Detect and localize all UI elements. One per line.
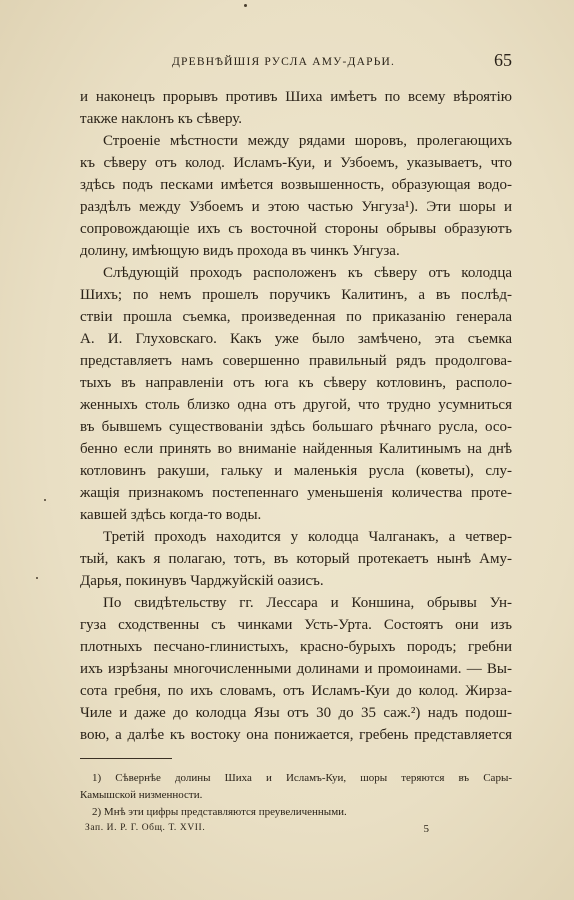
text-line: также наклонъ къ сѣверу. [80,111,243,127]
text-line: котловинъ ракуши, гальку и маленькія русла (коветы), слу- [80,463,512,479]
text-line: представляетъ намъ совершенно правильный рядъ продолгова- [80,353,512,369]
text-line: По свидѣтельству гг. Лессара и Коншина, обрывы Ун- [103,595,512,611]
body-text [80,86,512,746]
page-number: 65 [494,50,512,70]
text-line: Строеніе мѣстности между рядами шоровъ, пролегающихъ [103,133,512,149]
text-line: бенно если принять во вниманіе найденныя Калитинымъ на днѣ [80,441,512,457]
footnote-divider [80,758,172,759]
text-line: тыхъ въ направленіи отъ юга къ сѣверу котловинъ, располо- [80,375,512,391]
text-line: Слѣдующій проходъ расположенъ къ сѣверу отъ колодца [103,265,512,281]
text-line: женныхъ столь близко одна отъ другой, что трудно усумниться [80,397,512,413]
text-line: Чиле и даже до колодца Язы отъ 30 до 35 саж.²) надъ подош- [80,705,512,721]
text-line: А. И. Глуховскаго. Какъ уже было замѣчено, эта съемка [80,331,512,347]
running-title: ДРЕВНѢЙШІЯ РУСЛА АМУ-ДАРЬИ. [172,56,396,68]
footnote-line: 1) Сѣвернѣе долины Шиха и Исламъ-Куи, шоры теряются въ Сары- [92,772,512,784]
text-line: къ сѣверу отъ колод. Исламъ-Куи, и Узбоемъ, указываетъ, что [80,155,512,171]
footnote-line: 2) Мнѣ эти цифры представляются преувеличенными. [92,806,347,818]
text-line: здѣсь подъ песками имѣется возвышенность, образующая водо- [80,177,512,193]
text-line: сопровождающіе ихъ съ восточной стороны обрывы образуютъ [80,221,512,237]
page-header [80,50,512,74]
text-line: кавшей здѣсь когда-то воды. [80,507,262,523]
sheet-number: 5 [423,823,429,835]
text-line: Третій проходъ находится у колодца Чалганакъ, а четвер- [103,529,512,545]
text-line: ихъ изрѣзаны многочисленными долинами и промоинами. — Вы- [80,661,512,677]
text-line: плотныхъ песчано-глинистыхъ, красно-бурыхъ породъ; гребни [80,639,512,655]
text-line: и наконецъ прорывъ противъ Шиха имѣетъ по всему вѣроятію [80,89,512,105]
ink-speck [36,577,38,579]
footnote-line: Камышской низменности. [80,789,203,801]
text-line: тый, какъ я полагаю, тотъ, въ который протекаетъ нынѣ Аму- [80,551,512,567]
text-line: вою, а далѣе къ востоку она понижается, гребень представляется [80,727,512,743]
text-line: долину, имѣющую видъ прохода въ чинкъ Унгуза. [80,243,400,259]
text-line: Шихъ; по немъ прошелъ поручикъ Калитинъ, а въ послѣд- [80,287,512,303]
text-line: въ бывшемъ существованіи здѣсь большаго рѣчнаго русла, осо- [80,419,512,435]
text-line: сота гребня, по ихъ словамъ, отъ Исламъ-Куи до колод. Жирза- [80,683,512,699]
text-line: жащія признакомъ постепеннаго уменьшенія количества проте- [80,485,512,501]
ink-speck [44,499,46,501]
publication-mark: Зап. И. Р. Г. Общ. Т. XVII. [85,823,206,833]
text-line: ствіи прошла съемка, произведенная по приказанію генерала [80,309,512,325]
text-line: Дарья, покинувъ Чарджуйскій оазисъ. [80,573,324,589]
text-line: раздѣлъ между Узбоемъ и этою частью Унгуза¹). Эти шоры и [80,199,512,215]
ink-speck [244,4,247,7]
footnotes [80,770,512,821]
printer-signature [85,823,429,837]
text-line: гуза сходственны съ чинками Усть-Урта. Состоятъ они изъ [80,617,512,633]
